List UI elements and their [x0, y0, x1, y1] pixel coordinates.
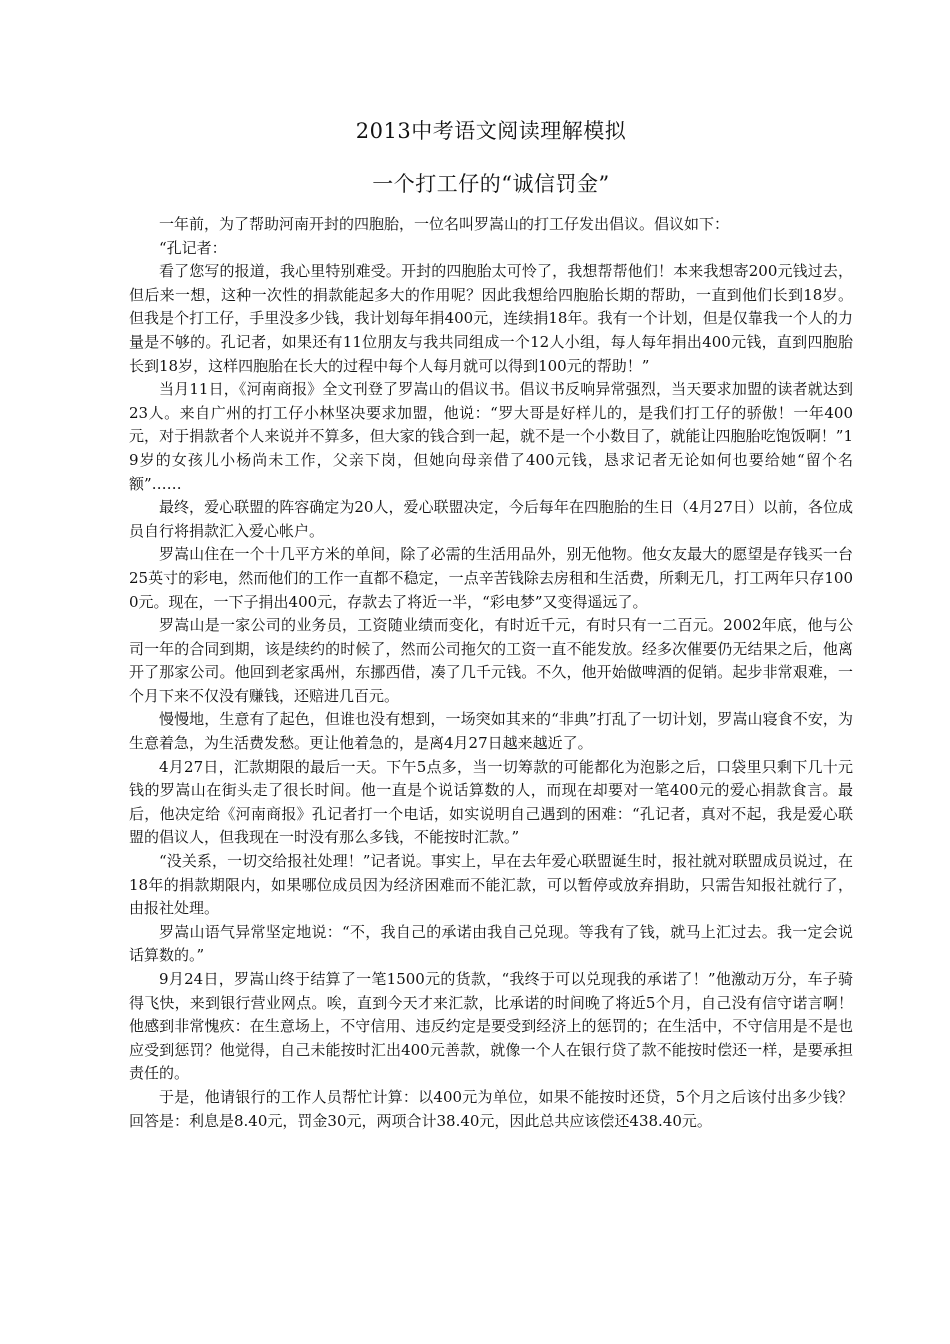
document-page	[129, 116, 853, 1133]
paragraph: 最终，爱心联盟的阵容确定为20人，爱心联盟决定，今后每年在四胞胎的生日（4月27日）以前，各位成员自行将捐款汇入爱心帐户。	[129, 498, 853, 540]
paragraph: “没关系，一切交给报社处理！”记者说。事实上，早在去年爱心联盟诞生时，报社就对联盟成员说过，在18年的捐款期限内，如果哪位成员因为经济困难而不能汇款，可以暂停或放弃捐助，只需告知报社就行了，由报社处理。	[129, 852, 853, 918]
paragraph: 9月24日，罗嵩山终于结算了一笔1500元的货款，“我终于可以兑现我的承诺了！”他激动万分，车子骑得飞快，来到银行营业网点。唉，直到今天才来汇款，比承诺的时间晚了将近5个月，自己没有信守诺言啊！他感到非常愧疚：在生意场上，不守信用、违反约定是要受到经济上的惩罚的；在生活中，不守信用是不是也应受到惩罚？他觉得，自己未能按时汇出400元善款，就像一个人在银行贷了款不能按时偿还一样，是要承担责任的。	[129, 970, 853, 1083]
paragraph: 慢慢地，生意有了起色，但谁也没有想到，一场突如其来的“非典”打乱了一切计划，罗嵩山寝食不安，为生意着急，为生活费发愁。更让他着急的，是离4月27日越来越近了。	[129, 710, 853, 753]
paragraph: 罗嵩山住在一个十几平方米的单间，除了必需的生活用品外，别无他物。他女友最大的愿望是存钱买一台25英寸的彩电，然而他们的工作一直都不稳定，一点辛苦钱除去房租和生活费，所剩无几，打工两年只存1000元。现在，一下子捐出400元，存款去了将近一半，“彩电梦”又变得遥远了。	[129, 545, 853, 611]
article-body	[129, 213, 853, 1133]
paragraph: 罗嵩山是一家公司的业务员，工资随业绩而变化，有时近千元，有时只有一二百元。2002年底，他与公司一年的合同到期，该是续约的时候了，然而公司拖欠的工资一直不能发放。经多次催要仍无结果之后，他离开了那家公司。他回到老家禹州，东挪西借，凑了几千元钱。不久，他开始做啤酒的促销。起步非常艰难，一个月下来不仅没有赚钱，还赔进几百元。	[129, 616, 853, 705]
paragraph: 于是，他请银行的工作人员帮忙计算：以400元为单位，如果不能按时还贷，5个月之后该付出多少钱？回答是：利息是8.40元，罚金30元，两项合计38.40元，因此总共应该偿还438.40元。	[129, 1087, 853, 1130]
paragraph: 当月11日，《河南商报》全文刊登了罗嵩山的倡议书。倡议书反响异常强烈，当天要求加盟的读者就达到23人。来自广州的打工仔小林坚决要求加盟，他说：“罗大哥是好样儿的，是我们打工仔的骄傲！一年400元，对于捐款者个人来说并不算多，但大家的钱合到一起，就不是一个小数目了，就能让四胞胎吃饱饭啊！”19岁的女孩儿小杨尚未工作，父亲下岗，但她向母亲借了400元钱，恳求记者无论如何也要给她“留个名额”……	[129, 380, 853, 493]
paragraph: “孔记者：	[159, 238, 227, 257]
paragraph: 4月27日，汇款期限的最后一天。下午5点多，当一切筹款的可能都化为泡影之后，口袋里只剩下几十元钱的罗嵩山在街头走了很长时间。他一直是个说话算数的人，而现在却要对一笔400元的爱心捐款食言。最后，他决定给《河南商报》孔记者打一个电话，如实说明自己遇到的困难：“孔记者，真对不起，我是爱心联盟的倡议人，但我现在一时没有那么多钱，不能按时汇款。”	[129, 757, 853, 847]
article-title: 一个打工仔的“诚信罚金”	[372, 172, 610, 196]
document-title: 2013中考语文阅读理解模拟	[355, 119, 627, 143]
paragraph: 看了您写的报道，我心里特别难受。开封的四胞胎太可怜了，我想帮帮他们！本来我想寄200元钱过去，但后来一想，这种一次性的捐款能起多大的作用呢？因此我想给四胞胎长期的帮助，一直到他们长到18岁。但我是个打工仔，手里没多少钱，我计划每年捐400元，连续捐18年。我有一个计划，但是仅靠我一个人的力量是不够的。孔记者，如果还有11位朋友与我共同组成一个12人小组，每人每年捐出400元钱，直到四胞胎长到18岁，这样四胞胎在长大的过程中每个人每月就可以得到100元的帮助！”	[129, 262, 853, 375]
paragraph: 罗嵩山语气异常坚定地说：“不，我自己的承诺由我自己兑现。等我有了钱，就马上汇过去。我一定会说话算数的。”	[129, 922, 853, 965]
paragraph: 一年前，为了帮助河南开封的四胞胎，一位名叫罗嵩山的打工仔发出倡议。倡议如下：	[159, 215, 730, 233]
